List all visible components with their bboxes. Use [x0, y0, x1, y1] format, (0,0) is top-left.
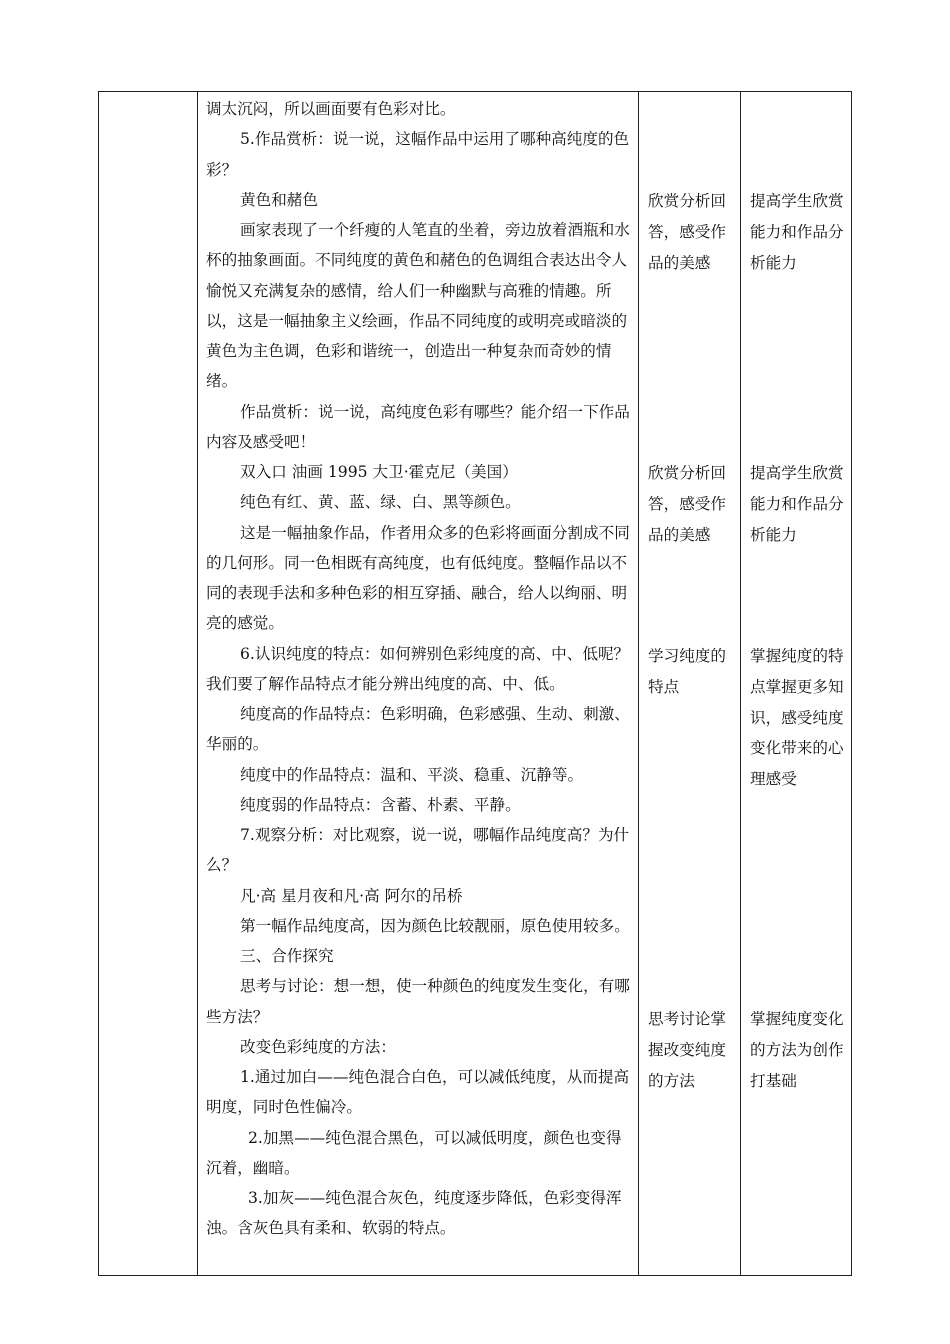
design-intent-text: 掌握纯度的特点掌握更多知识，感受纯度变化带来的心理感受 [750, 647, 844, 789]
design-intent-text: 提高学生欣赏能力和作品分析能力 [750, 192, 844, 272]
content-paragraph: 画家表现了一个纤瘦的人笔直的坐着，旁边放着酒瓶和水杯的抽象画面。不同纯度的黄色和赭色的色调组合表达出令人愉悦又充满复杂的感情，给人们一种幽默与高雅的情趣。所以，这是一幅抽象主义绘画，作品不同纯度的或明亮或暗淡的黄色为主色调，色彩和谐统一，创造出一种复杂而奇妙的情绪。 [206, 221, 630, 391]
content-paragraph: 黄色和赭色 [240, 190, 318, 209]
content-paragraph: 6.认识纯度的特点：如何辨别色彩纯度的高、中、低呢？我们要了解作品特点才能分辨出纯度的高、中、低。 [206, 644, 630, 693]
content-paragraph: 2.加黑——纯色混合黑色，可以减低明度，颜色也变得沉着，幽暗。 [206, 1128, 622, 1177]
design-intent-cell [750, 186, 844, 278]
table-border-col2 [638, 91, 639, 1276]
table-border-col4 [851, 91, 852, 1276]
content-paragraph: 凡·高 星月夜和凡·高 阿尔的吊桥 [240, 886, 463, 905]
content-paragraph: 改变色彩纯度的方法： [240, 1037, 396, 1056]
design-intent-text: 提高学生欣赏能力和作品分析能力 [750, 464, 844, 544]
student-activity-text: 思考讨论掌握改变纯度的方法 [648, 1010, 726, 1090]
content-paragraph: 纯色有红、黄、蓝、绿、白、黑等颜色。 [240, 493, 521, 512]
student-activity-cell [648, 458, 734, 550]
teaching-content-column [206, 94, 634, 1244]
table-top-border [98, 91, 852, 92]
content-paragraph: 3.加灰——纯色混合灰色，纯度逐步降低，色彩变得浑浊。含灰色具有柔和、软弱的特点。 [206, 1189, 622, 1238]
table-border-col3 [740, 91, 741, 1276]
content-paragraph: 思考与讨论：想一想，使一种颜色的纯度发生变化，有哪些方法？ [206, 977, 630, 1026]
design-intent-text: 掌握纯度变化的方法为创作打基础 [750, 1010, 844, 1090]
student-activity-text: 欣赏分析回答，感受作品的美感 [648, 192, 726, 272]
design-intent-cell [750, 1004, 844, 1096]
content-paragraph: 纯度高的作品特点：色彩明确，色彩感强、生动、刺激、华丽的。 [206, 705, 630, 754]
table-border-col0 [98, 91, 99, 1276]
student-activity-text: 欣赏分析回答，感受作品的美感 [648, 464, 726, 544]
content-paragraph: 1.通过加白——纯色混合白色，可以减低纯度，从而提高明度，同时色性偏冷。 [206, 1068, 630, 1117]
content-paragraph: 7.观察分析：对比观察，说一说，哪幅作品纯度高？为什么？ [206, 826, 630, 875]
student-activity-cell [648, 186, 734, 278]
content-paragraph: 纯度弱的作品特点：含蓄、朴素、平静。 [240, 795, 521, 814]
content-paragraph: 这是一幅抽象作品，作者用众多的色彩将画面分割成不同的几何形。同一色相既有高纯度，也有低纯度。整幅作品以不同的表现手法和多种色彩的相互穿插、融合，给人以绚丽、明亮的感觉。 [206, 523, 630, 633]
design-intent-cell [750, 641, 844, 795]
content-paragraph: 作品赏析：说一说，高纯度色彩有哪些？能介绍一下作品内容及感受吧！ [206, 402, 630, 451]
content-paragraph: 调太沉闷，所以画面要有色彩对比。 [206, 100, 456, 118]
content-paragraph: 三、合作探究 [240, 947, 334, 965]
content-paragraph: 第一幅作品纯度高，因为颜色比较靓丽，原色使用较多。 [240, 916, 630, 935]
content-paragraph: 双入口 油画 1995 大卫·霍克尼（美国） [240, 463, 518, 481]
content-paragraph: 5.作品赏析：说一说，这幅作品中运用了哪种高纯度的色彩？ [206, 130, 630, 179]
student-activity-cell [648, 1004, 734, 1096]
content-paragraph: 纯度中的作品特点：温和、平淡、稳重、沉静等。 [240, 765, 584, 784]
student-activity-cell [648, 641, 734, 703]
design-intent-cell [750, 458, 844, 550]
table-border-col1 [197, 91, 198, 1276]
student-activity-text: 学习纯度的特点 [648, 647, 726, 696]
table-bottom-border [98, 1275, 852, 1276]
